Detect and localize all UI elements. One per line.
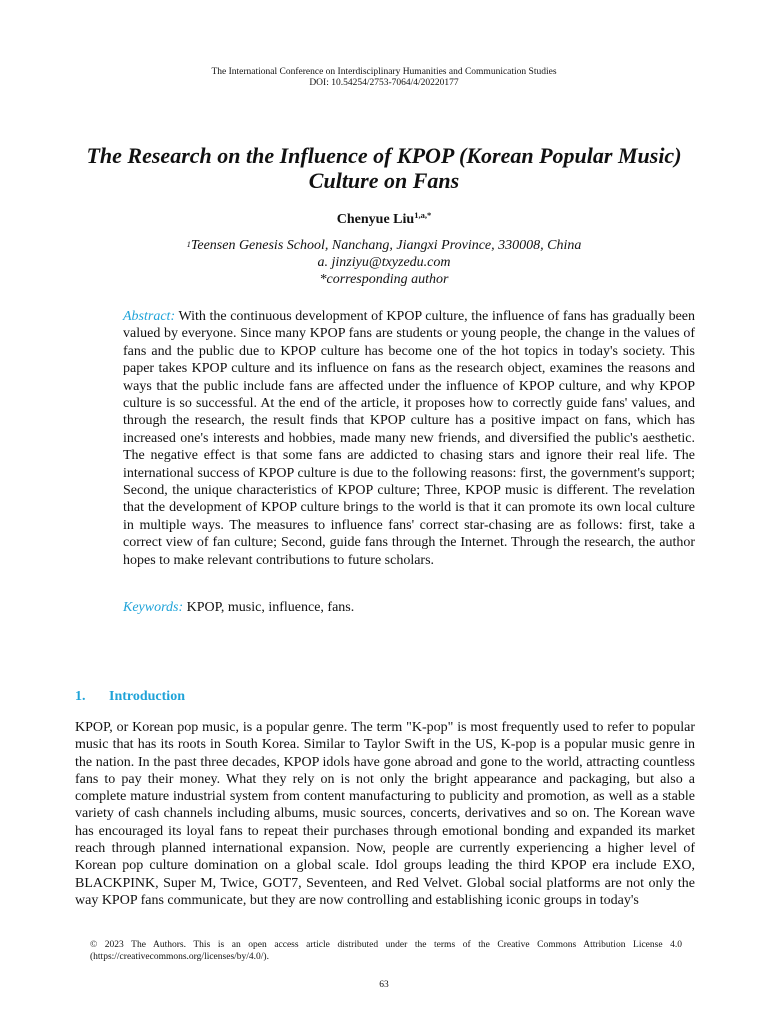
license-note: © 2023 The Authors. This is an open access article distributed under the terms of the Creative Commons Attribution License 4.0 (https://creativecommons.org/licenses/by/4.0/). <box>90 940 682 962</box>
author-superscript: 1,a,* <box>414 210 432 220</box>
abstract-text: With the continuous development of KPOP culture, the influence of fans has gradually been valued by everyone. Since many KPOP fans are students or young people, the change in the values of fans and the public due to KPOP culture has become one of the hot topics in today's society. This paper takes KPOP culture and its influence on fans as the research object, examines the reasons and ways that the public include fans are affected under the influence of KPOP culture, and why KPOP culture is so successful. At the end of the article, it proposes how to correctly guide fans' values, and through the research, the result finds that KPOP culture has a positive impact on fans, which has increased one's interests and hobbies, made many new friends, and diversified the public's aesthetic. The negative effect is that some fans are addicted to chasing stars and ignore their real life. The international success of KPOP culture is due to the following reasons: first, the government's support; Second, the unique characteristics of KPOP culture; Three, KPOP music is different. The revelation that the development of KPOP culture brings to the world is that it can promote its own local culture in multiple ways. The measures to influence fans' correct star-chasing are as follows: first, take a correct view of fan culture; Second, guide fans through the Internet. Through the research, the author hopes to make relevant contributions to future scholars. <box>123 309 695 568</box>
author-email: a. jinziyu@txyzedu.com <box>317 255 451 270</box>
paper-title: The Research on the Influence of KPOP (Korean Popular Music) Culture on Fans <box>86 143 682 193</box>
author-line <box>0 212 768 228</box>
affiliation-text: Teensen Genesis School, Nanchang, Jiangxi Province, 330008, China <box>190 238 582 253</box>
keywords-text: KPOP, music, influence, fans. <box>186 600 355 615</box>
doi: DOI: 10.54254/2753-7064/4/20220177 <box>309 78 459 88</box>
section-heading-introduction <box>75 689 185 705</box>
corresponding-note: *corresponding author <box>319 272 449 287</box>
conference-name: The International Conference on Interdisciplinary Humanities and Communication Studies <box>211 67 557 77</box>
affiliation-superscript: 1 <box>186 239 191 249</box>
abstract-label: Abstract: <box>123 309 176 324</box>
keywords-label: Keywords: <box>123 600 184 615</box>
section-number: 1. <box>75 689 86 704</box>
affiliation-line <box>0 237 768 254</box>
abstract <box>123 308 695 569</box>
page-number: 63 <box>379 980 389 990</box>
introduction-paragraph: KPOP, or Korean pop music, is a popular genre. The term "K-pop" is most frequently used to refer to popular music that has its roots in South Korea. Similar to Taylor Swift in the US, K-pop is a popular music genre in the nation. In the past three decades, KPOP idols have gone abroad and gone to the world, attracting countless fans to pay their money. What they rely on is not only the bright appearance and packaging, but also a complete mature industrial system from content manufacturing to publicity and promotion, as well as a stable variety of cash channels including albums, music sources, concerts, derivatives and so on. The Korean wave has encouraged its loyal fans to repeat their purchases through emotional bonding and expanded its market reach through planned international expansion. Now, people are currently experiencing a higher level of Korean pop culture domination on a global scale. Idol groups leading the third KPOP era include EXO, BLACKPINK, Super M, Twice, GOT7, Seventeen, and Red Velvet. Global social platforms are not only the way KPOP fans communicate, but they are now controlling and establishing iconic groups in today's <box>75 720 695 908</box>
keywords <box>123 599 695 616</box>
affiliation-block <box>0 237 768 288</box>
conference-header <box>0 67 768 89</box>
author-name: Chenyue Liu <box>336 212 415 227</box>
section-title: Introduction <box>109 689 185 704</box>
